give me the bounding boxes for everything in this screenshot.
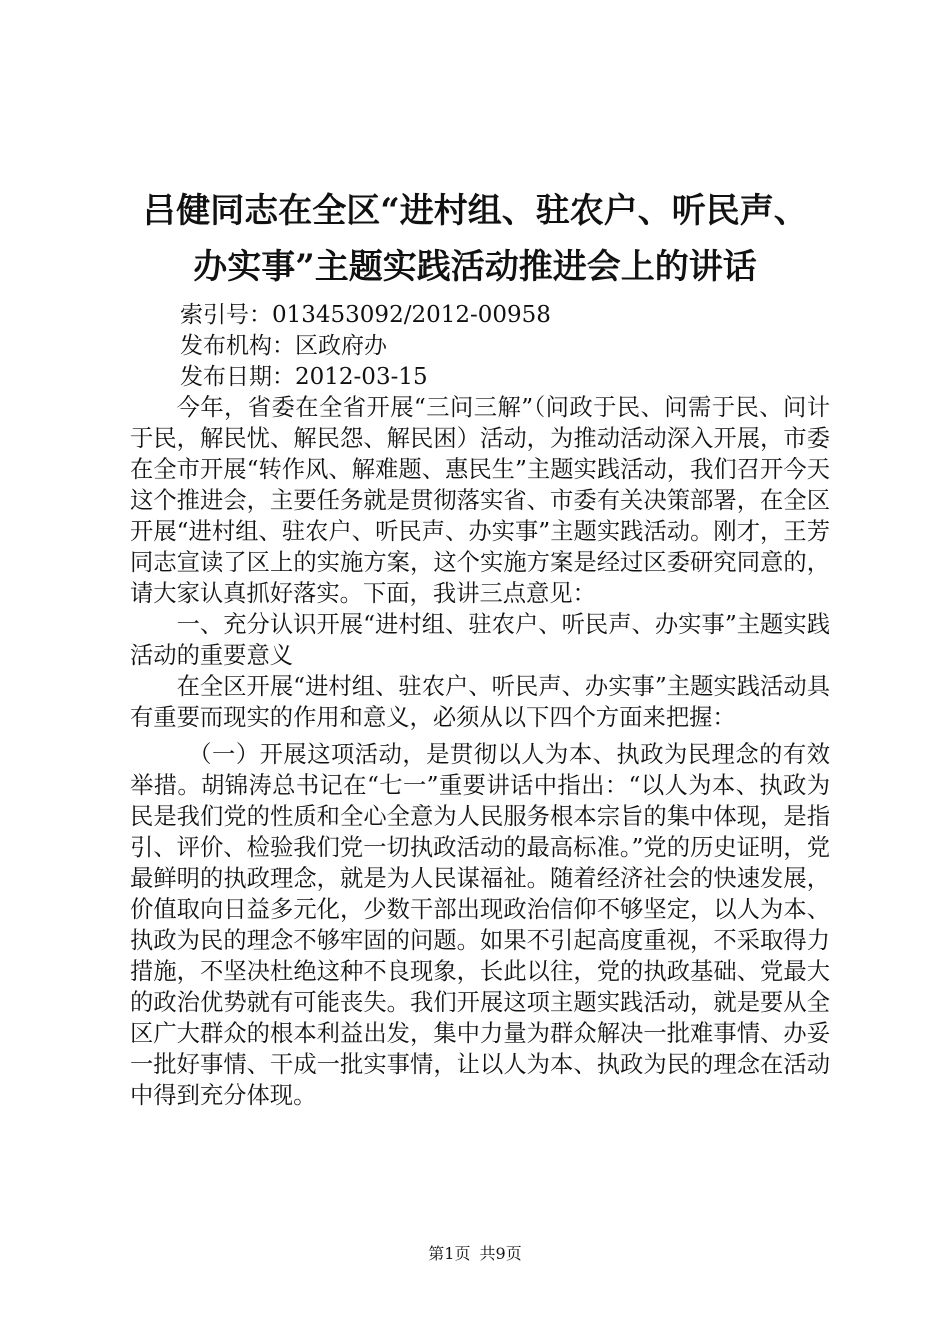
intro-paragraph: 今年，省委在全省开展“三问三解”（问政于民、问需于民、问计于民，解民忧、解民怨、解民困）活动，为推动活动深入开展，市委在全市开展“转作风、解难题、惠民生”主题实践活动，我们召开今天这个推进会，主要任务就是贯彻落实省、市委有关决策部署，在全区开展“进村组、驻农户、听民声、办实事”主题实践活动。刚才，王芳同志宣读了区上的实施方案，这个实施方案是经过区委研究同意的，请大家认真抓好落实。下面，我讲三点意见：	[130, 394, 830, 607]
document-title-line1: 吕健同志在全区“进村组、驻农户、听民声、	[142, 191, 808, 231]
page-number: 第1页	[428, 1244, 471, 1263]
section-heading-1: 一、充分认识开展“进村组、驻农户、听民声、办实事”主题实践活动的重要意义	[130, 611, 830, 669]
index-number: 索引号：013453092/2012-00958	[180, 302, 551, 328]
document-title-line2: 办实事”主题实践活动推进会上的讲话	[193, 247, 757, 287]
point-1-paragraph: （一）开展这项活动，是贯彻以人为本、执政为民理念的有效举措。胡锦涛总书记在“七一”重要讲话中指出：“以人为本、执政为民是我们党的性质和全心全意为人民服务根本宗旨的集中体现，是指引、评价、检验我们党一切执政活动的最高标准。”党的历史证明，党最鲜明的执政理念，就是为人民谋福祉。随着经济社会的快速发展，价值取向日益多元化，少数干部出现政治信仰不够坚定，以人为本、执政为民的理念不够牢固的问题。如果不引起高度重视，不采取得力措施，不坚决杜绝这种不良现象，长此以往，党的执政基础、党最大的政治优势就有可能丧失。我们开展这项主题实践活动，就是要从全区广大群众的根本利益出发，集中力量为群众解决一批难事情、办妥一批好事情、干成一批实事情，让以人为本、执政为民的理念在活动中得到充分体现。	[130, 741, 830, 1109]
publish-date: 发布日期：2012-03-15	[180, 364, 428, 390]
page-footer	[0, 1244, 950, 1264]
publisher: 发布机构：区政府办	[180, 333, 387, 359]
page-total: 共9页	[479, 1244, 522, 1263]
section1-intro-paragraph: 在全区开展“进村组、驻农户、听民声、办实事”主题实践活动具有重要而现实的作用和意义，必须从以下四个方面来把握：	[130, 673, 830, 731]
document-body	[130, 392, 830, 1111]
